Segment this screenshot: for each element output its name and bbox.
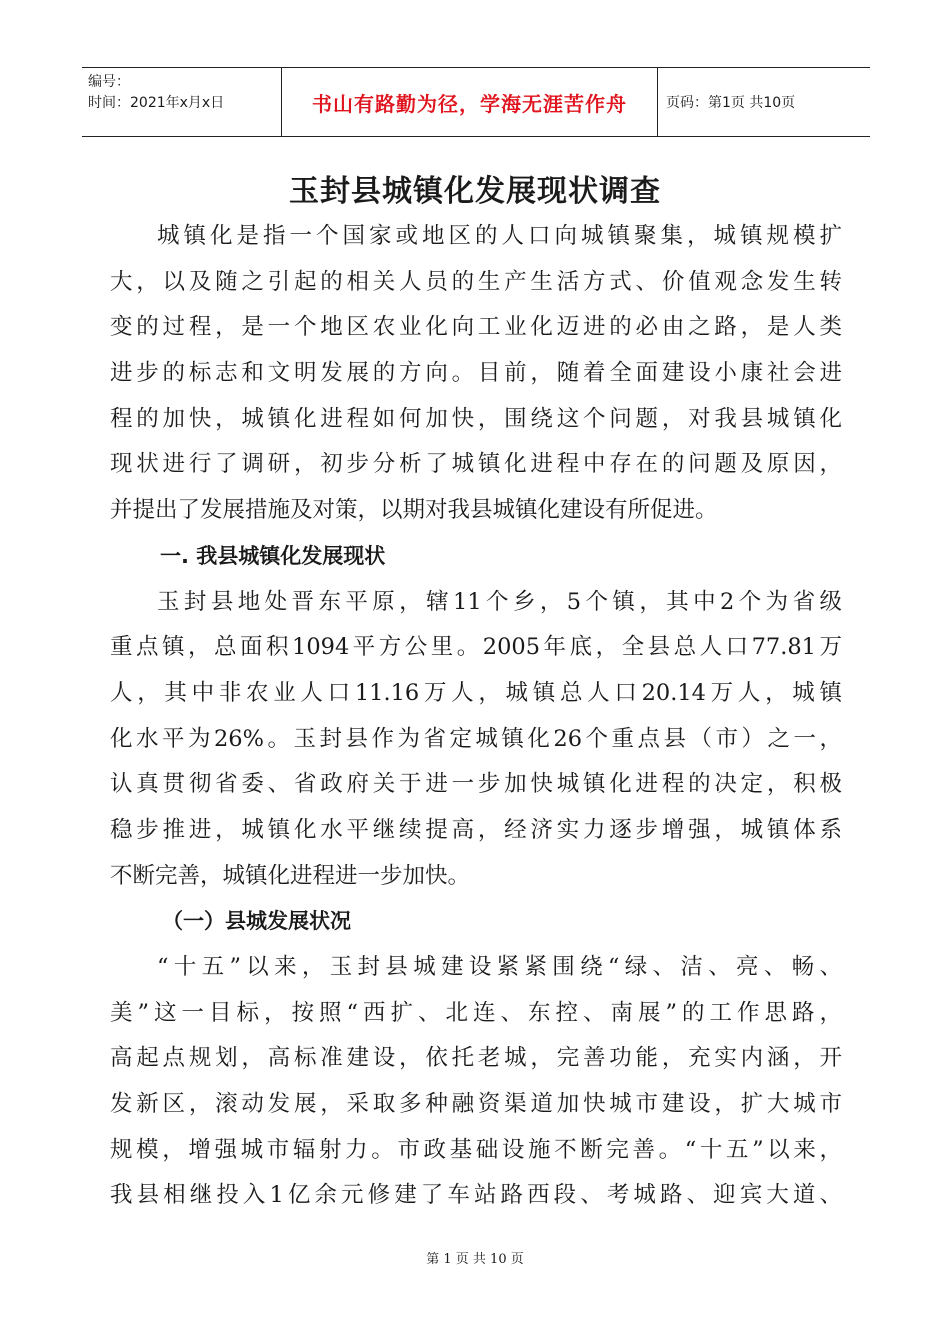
paragraph-line: 高起点规划，高标准建设，依托老城，完善功能，充实内涵，开 [110,1045,842,1072]
paragraph-line: 稳步推进，城镇化水平继续提高，经济实力逐步增强，城镇体系 [110,816,842,843]
paragraph-line: 美”这一目标，按照“西扩、北连、东控、南展”的工作思路， [110,999,842,1026]
paragraph-line: 不断完善，城镇化进程进一步加快。 [110,862,471,889]
paragraph-line: 现状进行了调研，初步分析了城镇化进程中存在的问题及原因， [110,451,842,478]
document-header [82,67,870,137]
document-body [110,214,842,1219]
paragraph-line: 重点镇，总面积1094平方公里。2005年底，全县总人口77.81万 [110,634,842,661]
header-meta [82,68,282,136]
header-motto: 书山有路勤为径，学海无涯苦作舟 [312,91,627,116]
header-motto-cell [282,68,658,136]
paragraph-line: 变的过程，是一个地区农业化向工业化迈进的必由之路，是人类 [110,314,842,341]
subsection-heading: （一）县城发展状况 [162,909,351,934]
paragraph-line: 化水平为26%。玉封县作为省定城镇化26个重点县（市）之一， [110,725,842,752]
paragraph-line: 程的加快，城镇化进程如何加快，围绕这个问题，对我县城镇化 [110,405,842,432]
paragraph-line: 进步的标志和文明发展的方向。目前，随着全面建设小康社会进 [110,360,842,387]
paragraph-line: 大，以及随之引起的相关人员的生产生活方式、价值观念发生转 [110,268,842,295]
page-footer: 第 1 页 共 10 页 [426,1252,524,1267]
document-title: 玉封县城镇化发展现状调查 [289,174,661,209]
paragraph-line: 规模，增强城市辐射力。市政基础设施不断完善。“十五”以来， [110,1136,842,1163]
paragraph-line: 并提出了发展措施及对策，以期对我县城镇化建设有所促进。 [110,497,718,524]
paragraph-line: 认真贯彻省委、省政府关于进一步加快城镇化进程的决定，积极 [110,771,842,798]
paragraph-line: 发新区，滚动发展，采取多种融资渠道加快城市建设，扩大城市 [110,1091,842,1118]
number-label: 编号： [88,74,130,90]
paragraph-line: “十五”以来，玉封县城建设紧紧围绕“绿、洁、亮、畅、 [157,954,842,980]
paragraph-line: 城镇化是指一个国家或地区的人口向城镇聚集，城镇规模扩 [157,223,842,249]
paragraph-line: 人，其中非农业人口11.16万人，城镇总人口20.14万人，城镇 [110,679,842,706]
paragraph-line: 我县相继投入1亿余元修建了车站路西段、考城路、迎宾大道、 [110,1182,842,1209]
time-label: 时间：2021年x月x日 [88,95,225,111]
section-heading: 一. 我县城镇化发展现状 [160,543,386,568]
header-page-info: 页码：第1页 共10页 [666,95,796,111]
paragraph-line: 玉封县地处晋东平原，辖11个乡，5个镇，其中2个为省级 [157,588,842,615]
